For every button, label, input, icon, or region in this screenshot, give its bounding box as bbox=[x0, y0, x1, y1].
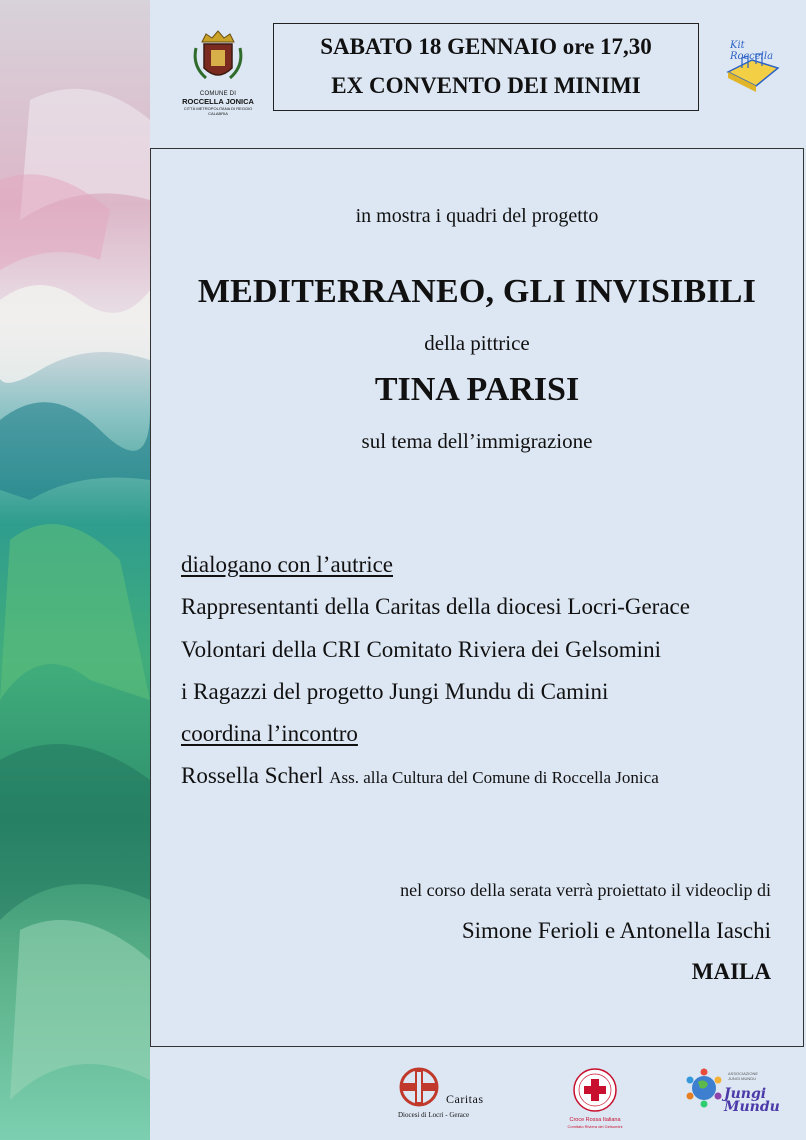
participant-jungi-mundu: i Ragazzi del progetto Jungi Mundu di Camini bbox=[181, 679, 609, 704]
coordinator-line bbox=[181, 763, 659, 789]
artist-intro: della pittrice bbox=[424, 331, 530, 355]
date-venue-box bbox=[273, 23, 699, 111]
jungi-mundu-small: ASSOCIAZIONE JUNGI MUNDU bbox=[728, 1071, 759, 1081]
painting-strip bbox=[0, 0, 150, 1140]
video-intro: nel corso della serata verrà proiettato il videoclip di bbox=[400, 880, 771, 900]
caritas-logo bbox=[398, 1066, 498, 1126]
caritas-diocese: Diocesi di Locri - Gerace bbox=[398, 1111, 470, 1119]
caritas-name: Caritas bbox=[446, 1092, 484, 1106]
coordinator-heading: coordina l’incontro bbox=[181, 721, 358, 746]
exhibit-title: MEDITERRANEO, GLI INVISIBILI bbox=[197, 273, 757, 310]
cri-committee: Comitato Riviera dei Gelsomini bbox=[567, 1124, 623, 1129]
participant-caritas: Rappresentanti della Caritas della diocesi Locri-Gerace bbox=[181, 594, 690, 619]
comune-label: COMUNE DI bbox=[199, 91, 237, 97]
jungi-mundu-name: Jungi Mundu bbox=[724, 1086, 780, 1115]
event-venue: EX CONVENTO DEI MINIMI bbox=[331, 73, 641, 98]
jungi-mundu-logo bbox=[684, 1068, 780, 1130]
comune-logo bbox=[180, 28, 256, 116]
comune-name: ROCCELLA JONICA bbox=[182, 97, 254, 106]
coordinator-role: Ass. alla Cultura del Comune di Roccella Jonica bbox=[329, 768, 659, 787]
kit-logo-text: Kit Roccella bbox=[730, 40, 774, 62]
coat-of-arms-icon bbox=[192, 28, 244, 86]
red-cross-icon bbox=[571, 1066, 619, 1114]
exhibit-intro: in mostra i quadri del progetto bbox=[355, 205, 599, 227]
video-authors: Simone Ferioli e Antonella Iaschi bbox=[461, 918, 771, 943]
artist-name: TINA PARISI bbox=[374, 371, 580, 408]
comune-subtitle: CITTÀ METROPOLITANA DI REGGIO CALABRIA bbox=[183, 106, 253, 116]
coordinator-name: Rossella Scherl bbox=[181, 763, 324, 788]
participant-cri: Volontari della CRI Comitato Riviera dei Gelsomini bbox=[181, 637, 661, 662]
dialogue-heading: dialogano con l’autrice bbox=[181, 552, 394, 577]
event-date: SABATO 18 GENNAIO ore 17,30 bbox=[320, 34, 652, 59]
cri-name: Croce Rossa Italiana bbox=[569, 1117, 621, 1123]
exhibit-theme: sul tema dell’immigrazione bbox=[361, 429, 593, 453]
kit-roccella-logo bbox=[722, 38, 784, 96]
main-content-frame bbox=[150, 148, 804, 1047]
cri-logo bbox=[563, 1066, 627, 1132]
caritas-cross-icon bbox=[398, 1066, 440, 1108]
video-title: MAILA bbox=[691, 959, 771, 984]
globe-icon bbox=[684, 1068, 724, 1108]
